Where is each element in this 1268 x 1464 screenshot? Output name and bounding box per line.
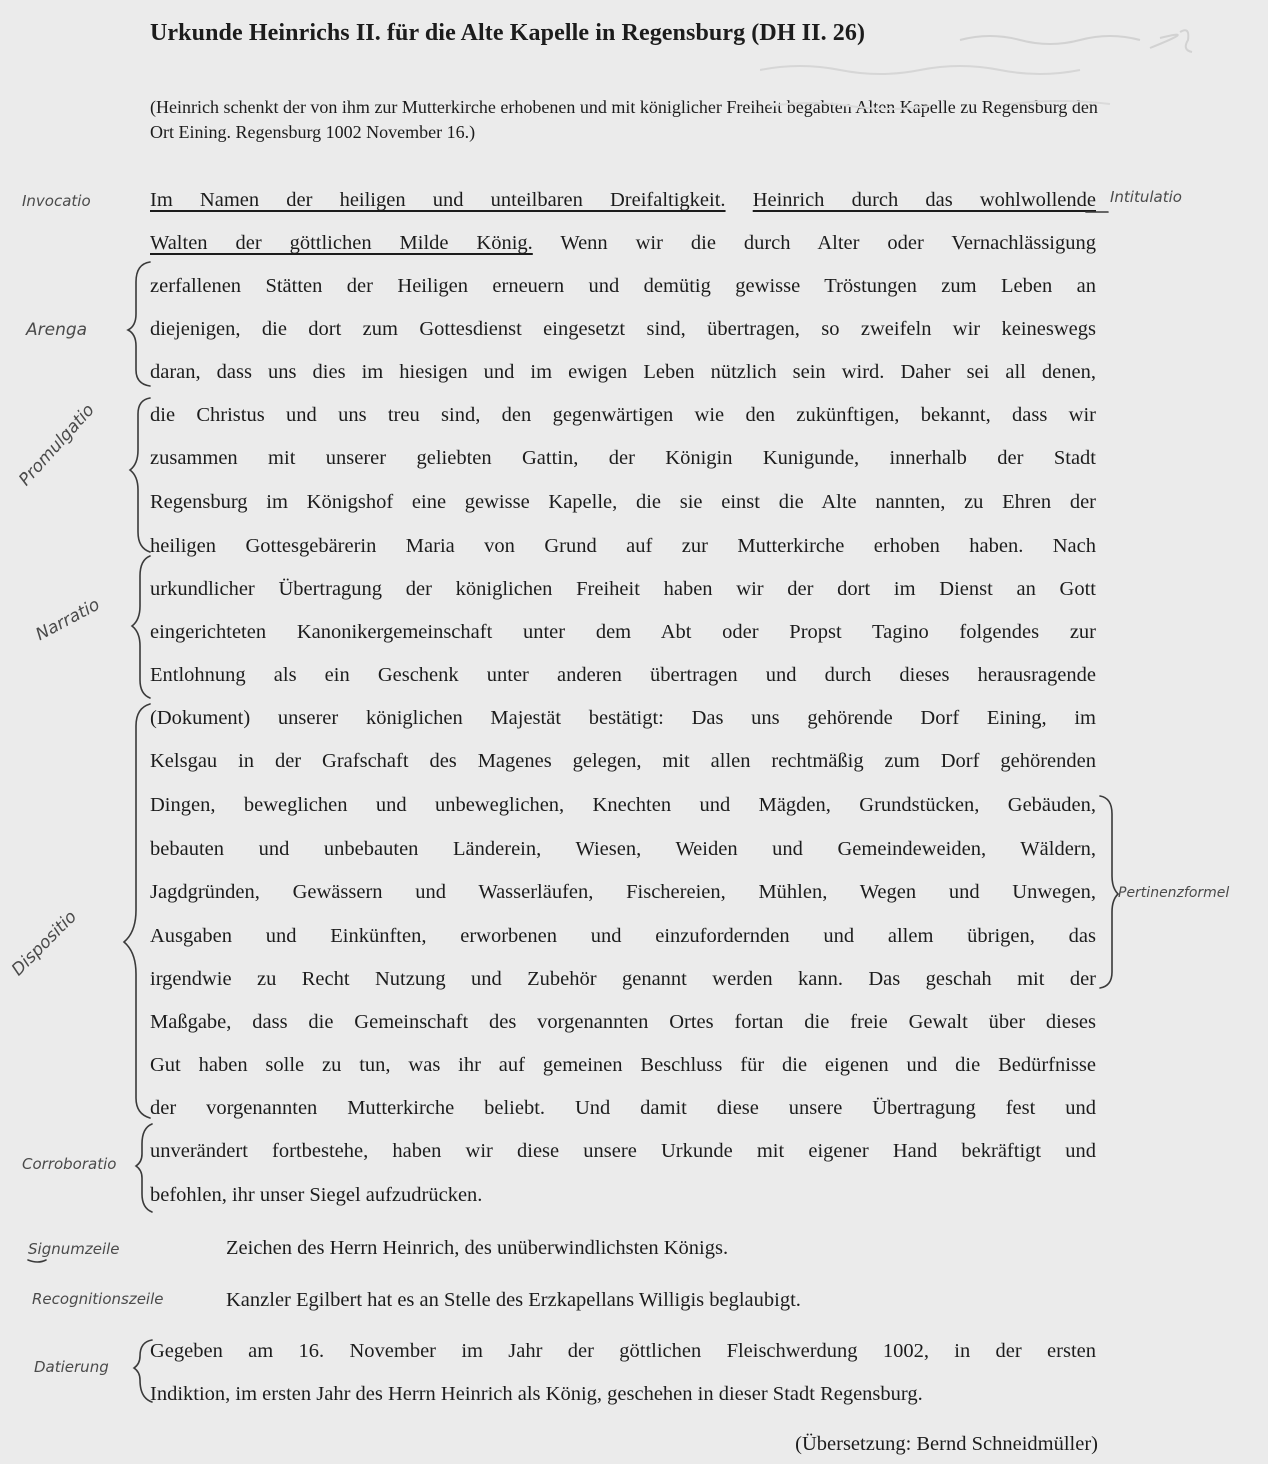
bracket-arenga bbox=[128, 262, 150, 386]
annotation-recognitionszeile: Recognitionszeile bbox=[32, 1290, 164, 1308]
text-line: daran, dass uns dies im hiesigen und im ewigen Leben nützlich sein wird. Daher sei all denen, bbox=[150, 361, 1096, 383]
text-line: Maßgabe, dass die Gemeinschaft des vorgenannten Ortes fortan die freie Gewalt über dieses bbox=[150, 1011, 1096, 1033]
dating-line: Indiktion, im ersten Jahr des Herrn Heinrich als König, geschehen in dieser Stadt Regensburg. bbox=[150, 1383, 923, 1405]
document-summary: (Heinrich schenkt der von ihm zur Mutterkirche erhobenen und mit königlicher Freiheit begabten Alten Kapelle zu Regensburg den Ort Eining. Regensburg 1002 November 16.) bbox=[150, 97, 1098, 142]
text-line: diejenigen, die dort zum Gottesdienst eingesetzt sind, übertragen, so zweifeln wir keineswegs bbox=[150, 318, 1096, 340]
text-line: befohlen, ihr unser Siegel aufzudrücken. bbox=[150, 1184, 483, 1206]
text-line: der vorgenannten Mutterkirche beliebt. Und damit diese unsere Übertragung fest und bbox=[150, 1097, 1096, 1119]
text-line: eingerichteten Kanonikergemeinschaft unter dem Abt oder Propst Tagino folgendes zur bbox=[150, 621, 1096, 643]
bracket-corroboratio bbox=[136, 1124, 152, 1212]
bracket-narratio bbox=[132, 556, 150, 698]
text-line: (Dokument) unserer königlichen Majestät bestätigt: Das uns gehörende Dorf Eining, im bbox=[150, 707, 1096, 729]
bracket-promulgatio bbox=[130, 398, 150, 552]
intitulatio-text: Heinrich durch das wohlwollende bbox=[752, 189, 1096, 211]
text-line: Jagdgründen, Gewässern und Wasserläufen, Fischereien, Mühlen, Wegen und Unwegen, bbox=[150, 881, 1096, 903]
signum-underline bbox=[28, 1260, 46, 1262]
text-line: heiligen Gottesgebärerin Maria von Grund auf zur Mutterkirche erhoben haben. Nach bbox=[150, 535, 1096, 557]
annotation-datierung: Datierung bbox=[34, 1358, 109, 1376]
signum-line: Zeichen des Herrn Heinrich, des unüberwindlichsten Königs. bbox=[226, 1237, 729, 1259]
annotation-pertinenzformel: Pertinenzformel bbox=[1118, 885, 1230, 901]
text-line: zusammen mit unserer geliebten Gattin, der Königin Kunigunde, innerhalb der Stadt bbox=[150, 447, 1096, 469]
annotation-intitulatio: Intitulatio bbox=[1110, 188, 1182, 206]
invocatio-text: Im Namen der heiligen und unteilbaren Dreifaltigkeit. bbox=[150, 189, 726, 211]
bracket-datierung bbox=[134, 1340, 152, 1402]
text-line: die Christus und uns treu sind, den gegenwärtigen wie den zukünftigen, bekannt, dass wir bbox=[150, 404, 1096, 426]
annotation-arenga: Arenga bbox=[26, 320, 88, 340]
annotation-dispositio: Dispositio bbox=[7, 907, 81, 980]
text-line: Dingen, beweglichen und unbeweglichen, Knechten und Mägden, Grundstücken, Gebäuden, bbox=[150, 794, 1096, 816]
annotation-narratio: Narratio bbox=[32, 594, 104, 645]
text-line: Ausgaben und Einkünften, erworbenen und einzufordernden und allem übrigen, das bbox=[150, 925, 1096, 947]
annotation-invocatio: Invocatio bbox=[22, 192, 91, 210]
dating-line: Gegeben am 16. November im Jahr der göttlichen Fleischwerdung 1002, in der ersten bbox=[150, 1340, 1096, 1362]
text-line: Entlohnung als ein Geschenk unter anderen übertragen und durch dieses herausragende bbox=[150, 664, 1096, 686]
document-title: Urkunde Heinrichs II. für die Alte Kapelle in Regensburg (DH II. 26) bbox=[150, 20, 866, 46]
text-line: zerfallenen Stätten der Heiligen erneuern und demütig gewisse Tröstungen zum Leben an bbox=[150, 275, 1096, 297]
text-line: irgendwie zu Recht Nutzung und Zubehör genannt werden kann. Das geschah mit der bbox=[150, 968, 1096, 990]
annotation-signumzeile: Signumzeile bbox=[28, 1240, 120, 1258]
intitulatio-text-end: Walten der göttlichen Milde König. bbox=[150, 232, 533, 254]
translator-credit: (Übersetzung: Bernd Schneidmüller) bbox=[795, 1433, 1098, 1455]
text-line: Kelsgau in der Grafschaft des Magenes gelegen, mit allen rechtmäßig zum Dorf gehörenden bbox=[150, 750, 1096, 772]
annotation-promulgatio: Promulgatio bbox=[15, 400, 99, 490]
text-line: Gut haben solle zu tun, was ihr auf gemeinen Beschluss für die eigenen und die Bedürfnisse bbox=[150, 1054, 1096, 1076]
recognition-line: Kanzler Egilbert hat es an Stelle des Erzkapellans Willigis beglaubigt. bbox=[226, 1289, 801, 1311]
text-line: bebauten und unbebauten Länderein, Wiesen, Weiden und Gemeindeweiden, Wäldern, bbox=[150, 838, 1096, 860]
text-line: Regensburg im Königshof eine gewisse Kapelle, die sie einst die Alte nannten, zu Ehren der bbox=[150, 491, 1096, 513]
annotation-corroboratio: Corroboratio bbox=[22, 1155, 117, 1173]
bracket-dispositio bbox=[124, 704, 150, 1118]
bracket-pertinenzformel bbox=[1100, 796, 1118, 988]
text-line: unverändert fortbestehe, haben wir diese unsere Urkunde mit eigener Hand bekräftigt und bbox=[150, 1140, 1096, 1162]
text-line-content: Wenn wir die durch Alter oder Vernachlässigung bbox=[532, 232, 1096, 254]
text-line: urkundlicher Übertragung der königlichen Freiheit haben wir der dort im Dienst an Gott bbox=[150, 578, 1096, 600]
